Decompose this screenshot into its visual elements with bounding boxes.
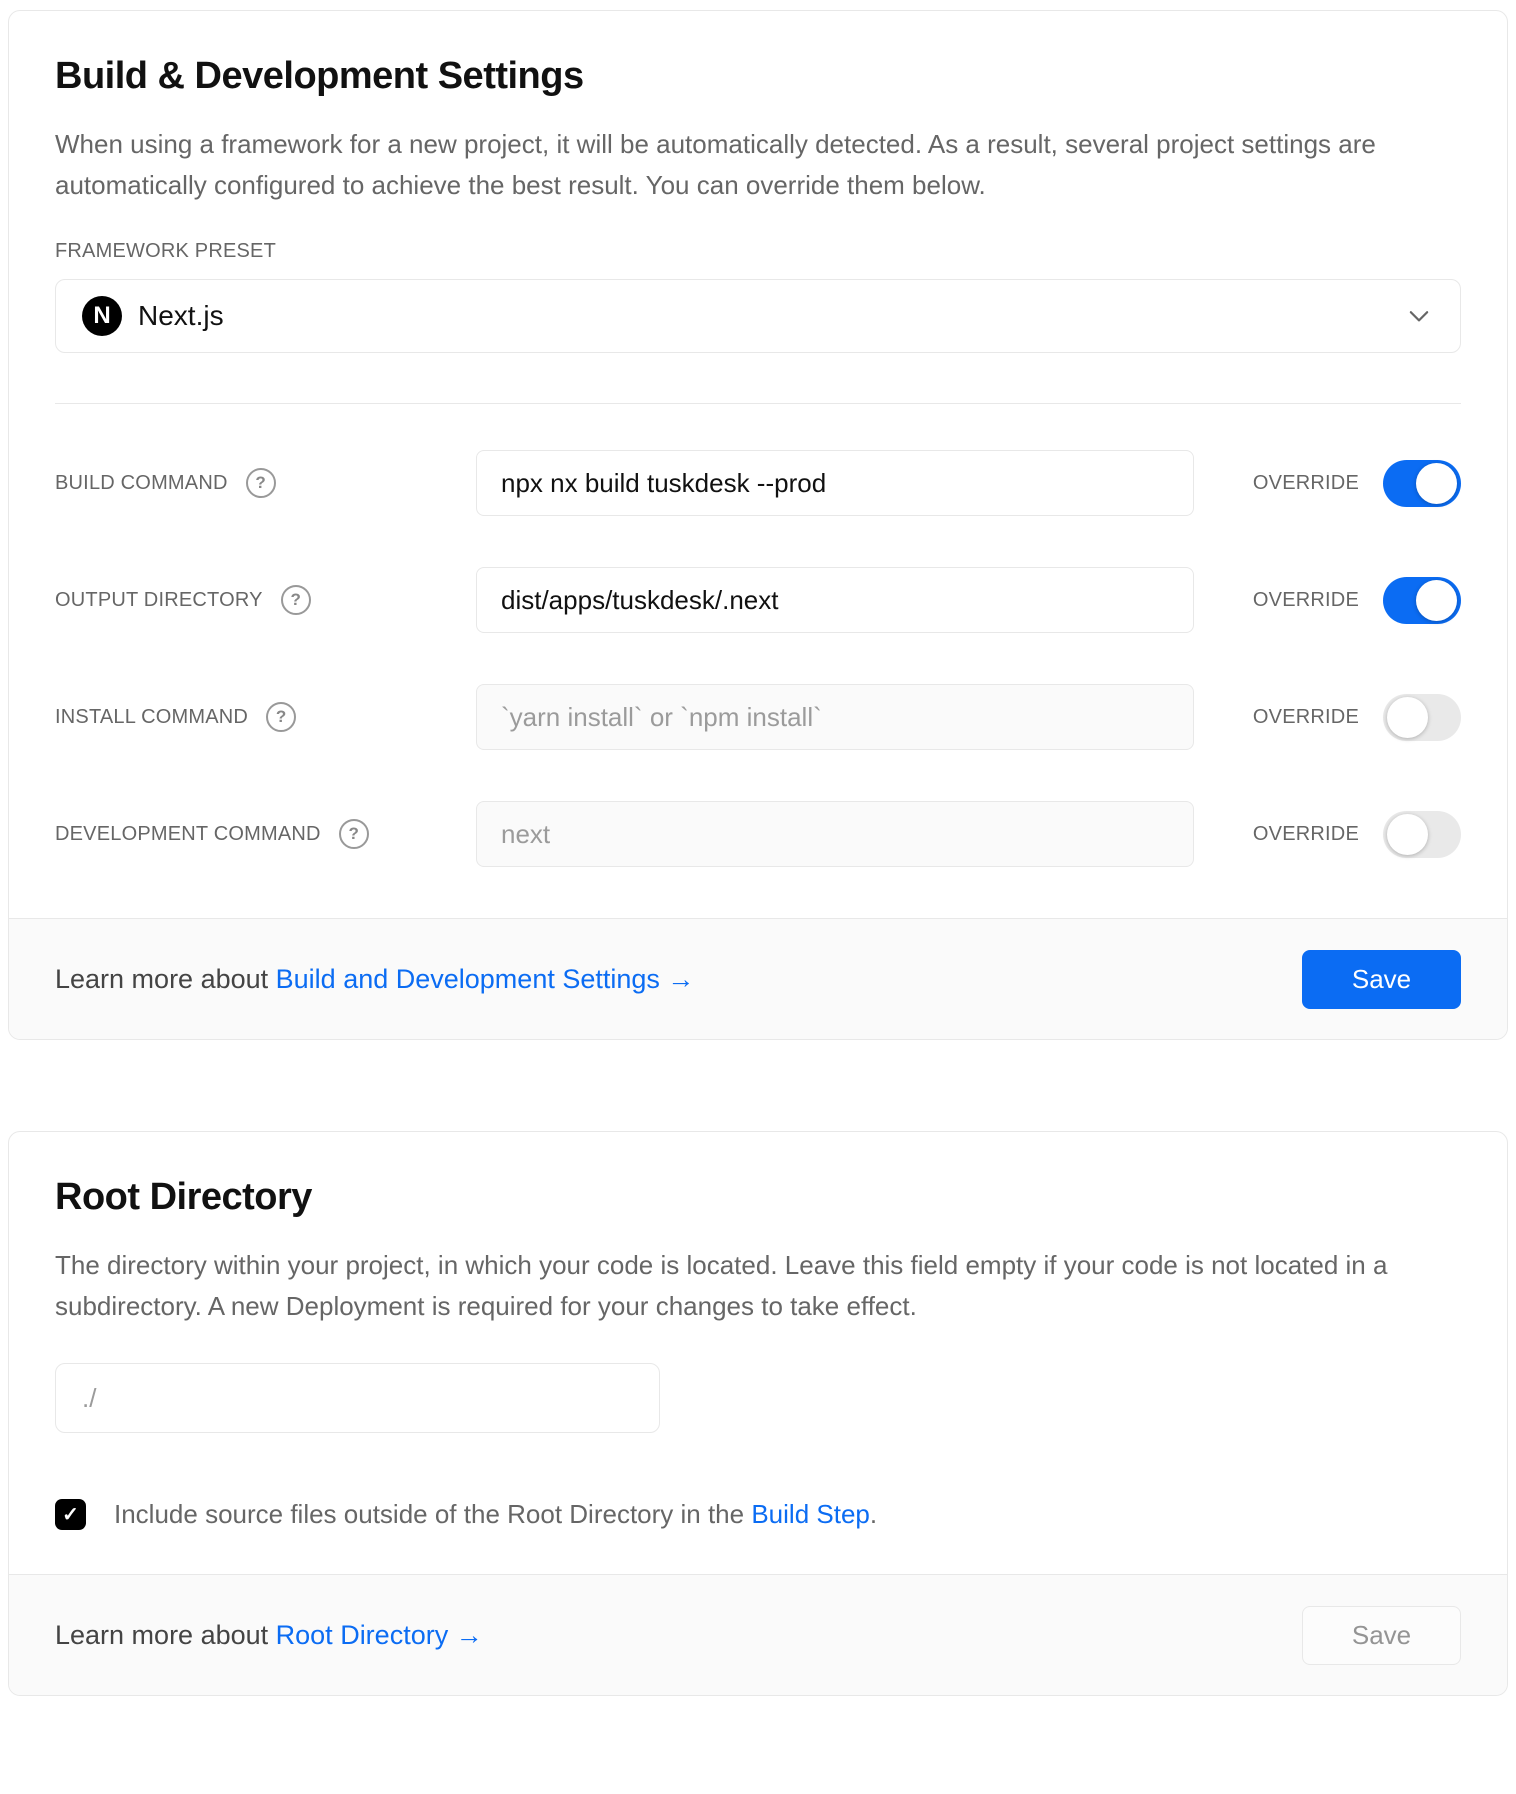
framework-preset-value: Next.js <box>138 300 224 331</box>
learn-more-text <box>55 964 694 995</box>
output-directory-override <box>1253 577 1461 624</box>
help-icon[interactable]: ? <box>281 585 311 615</box>
development-command-row <box>55 801 1461 867</box>
root-directory-title: Root Directory <box>55 1176 312 1218</box>
install-command-label-group <box>55 702 476 732</box>
build-command-override <box>1253 460 1461 507</box>
include-source-files-row <box>55 1499 1461 1530</box>
override-label: OVERRIDE <box>1252 705 1359 728</box>
learn-more-prefix: Learn more about <box>55 963 269 994</box>
build-command-label: BUILD COMMAND <box>55 471 228 494</box>
development-command-label: DEVELOPMENT COMMAND <box>55 822 321 845</box>
development-command-override <box>1253 811 1461 858</box>
build-command-row <box>55 450 1461 516</box>
output-directory-label: OUTPUT DIRECTORY <box>55 588 263 611</box>
framework-preset-label: FRAMEWORK PRESET <box>55 240 276 262</box>
build-settings-title: Build & Development Settings <box>55 55 584 97</box>
development-command-label-group <box>55 819 476 849</box>
install-command-label: INSTALL COMMAND <box>55 705 249 728</box>
output-directory-override-toggle[interactable] <box>1383 577 1461 624</box>
help-icon[interactable]: ? <box>246 468 276 498</box>
build-settings-description: When using a framework for a new project, it will be automatically detected. As a result, several project settings are automatically configured to achieve the best result. You can override them below. <box>55 129 1376 200</box>
override-label: OVERRIDE <box>1252 588 1359 611</box>
toggle-knob <box>1387 697 1428 738</box>
install-command-input[interactable] <box>476 684 1194 750</box>
build-settings-docs-link[interactable]: Build and Development Settings → <box>275 963 695 994</box>
toggle-knob <box>1387 814 1428 855</box>
output-directory-input[interactable] <box>476 567 1194 633</box>
override-label: OVERRIDE <box>1252 471 1359 494</box>
install-command-override <box>1253 694 1461 741</box>
chevron-down-icon <box>1404 301 1434 331</box>
root-directory-footer <box>9 1574 1507 1695</box>
development-command-input[interactable] <box>476 801 1194 867</box>
root-directory-save-button[interactable]: Save <box>1302 1606 1461 1665</box>
build-settings-save-button[interactable]: Save <box>1302 950 1461 1009</box>
checkmark-icon: ✓ <box>62 1503 79 1526</box>
build-command-label-group <box>55 468 476 498</box>
build-settings-footer <box>9 918 1507 1039</box>
toggle-knob <box>1416 463 1457 504</box>
help-icon[interactable]: ? <box>339 819 369 849</box>
arrow-right-icon: → <box>455 1619 483 1650</box>
install-command-override-toggle[interactable] <box>1383 694 1461 741</box>
root-directory-input[interactable] <box>55 1363 660 1433</box>
root-directory-card <box>8 1131 1508 1696</box>
build-command-input[interactable] <box>476 450 1194 516</box>
output-directory-row <box>55 567 1461 633</box>
arrow-right-icon: → <box>667 963 695 994</box>
build-command-override-toggle[interactable] <box>1383 460 1461 507</box>
root-directory-description: The directory within your project, in which your code is located. Leave this field empty if your code is not located in a subdirectory. A new Deployment is required for your changes to take effect. <box>55 1250 1388 1321</box>
build-step-link[interactable]: Build Step <box>751 1499 870 1529</box>
build-settings-card <box>8 10 1508 1040</box>
root-directory-docs-link[interactable]: Root Directory → <box>275 1619 483 1650</box>
framework-preset-select[interactable] <box>55 279 1461 353</box>
help-icon[interactable]: ? <box>266 702 296 732</box>
output-directory-label-group <box>55 585 476 615</box>
divider <box>55 403 1461 404</box>
development-command-override-toggle[interactable] <box>1383 811 1461 858</box>
include-source-files-label: Include source files outside of the Root Directory in the Build Step. <box>114 1499 878 1529</box>
learn-more-text <box>55 1620 483 1651</box>
toggle-knob <box>1416 580 1457 621</box>
override-label: OVERRIDE <box>1252 822 1359 845</box>
nextjs-logo-icon: N <box>82 296 122 336</box>
install-command-row <box>55 684 1461 750</box>
include-source-files-checkbox[interactable] <box>55 1499 86 1530</box>
learn-more-prefix: Learn more about <box>55 1619 269 1650</box>
